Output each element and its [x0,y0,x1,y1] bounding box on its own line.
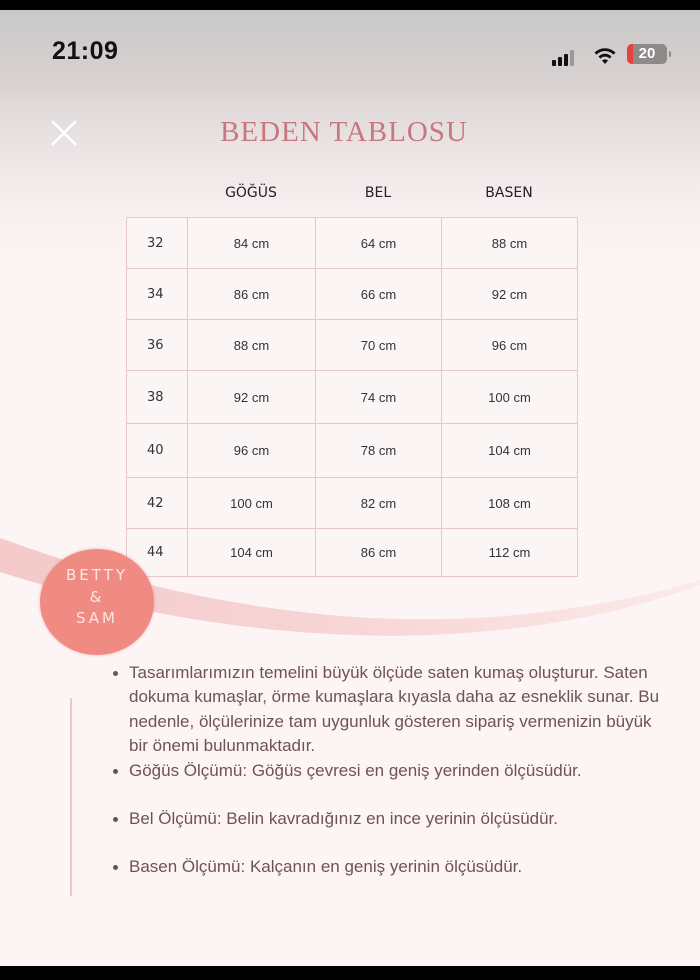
brand-logo [40,549,154,655]
signal-icon [552,50,582,66]
table-row [127,269,578,320]
status-time: 21:09 [52,37,119,65]
column-header-bel: BEL [364,185,392,201]
bel-cell: 66 cm [316,269,442,320]
logo-line-2: & [89,588,105,606]
gogus-cell: 92 cm [188,371,316,424]
gogus-cell: 96 cm [188,424,316,478]
table-row [127,320,578,371]
size-cell: 44 [127,529,188,577]
bullet-icon [113,671,118,676]
note-basen [113,855,673,879]
bullet-icon [113,769,118,774]
bel-cell: 78 cm [316,424,442,478]
table-column-headers [0,185,700,209]
note-text: Basen Ölçümü: Kalçanın en geniş yerinin ölçüsüdür. [129,857,523,877]
basen-cell: 88 cm [442,218,578,269]
size-cell: 36 [127,320,188,371]
bel-cell: 86 cm [316,529,442,577]
bel-cell: 70 cm [316,320,442,371]
battery-tip [669,51,671,57]
note-gogus [113,759,673,783]
table-row [127,478,578,529]
note-text: Tasarımlarımızın temelini büyük ölçüde saten kumaş oluşturur. Saten dokuma kumaşlar, örme kumaşlara kıyasla daha az esneklik sunar. Bu nedenle, ölçülerinize tam uygunluk gösteren sipariş vermenizin büyük bir önemi bulunmaktadır. [129,663,660,756]
gogus-cell: 86 cm [188,269,316,320]
note-text: Bel Ölçümü: Belin kavradığınız en ince yerinin ölçüsüdür. [129,809,559,829]
basen-cell: 100 cm [442,371,578,424]
bel-cell: 64 cm [316,218,442,269]
measurement-notes [113,661,673,880]
column-header-basen: BASEN [485,185,533,201]
gogus-cell: 104 cm [188,529,316,577]
basen-cell: 92 cm [442,269,578,320]
bel-cell: 74 cm [316,371,442,424]
wifi-icon [593,45,617,65]
gogus-cell: 100 cm [188,478,316,529]
basen-cell: 96 cm [442,320,578,371]
basen-cell: 112 cm [442,529,578,577]
bel-cell: 82 cm [316,478,442,529]
bullet-icon [113,817,118,822]
size-cell: 32 [127,218,188,269]
screen-bottom-border [0,966,700,980]
size-table [126,217,578,577]
size-cell: 38 [127,371,188,424]
battery-percentage: 20 [638,45,656,62]
gogus-cell: 88 cm [188,320,316,371]
size-cell: 34 [127,269,188,320]
status-bar [0,10,700,90]
size-chart-page [0,10,700,966]
basen-cell: 108 cm [442,478,578,529]
battery-icon [627,44,667,64]
page-title [0,116,700,149]
logo-line-1: BETTY [66,566,128,584]
page-title-text: BEDEN TABLOSU [220,116,468,148]
note-text: Göğüs Ölçümü: Göğüs çevresi en geniş yerinden ölçüsüdür. [129,760,582,780]
size-cell: 40 [127,424,188,478]
table-row [127,218,578,269]
table-row [127,371,578,424]
table-row [127,424,578,478]
note-bel [113,807,673,831]
logo-line-3: SAM [75,609,118,627]
bullet-icon [113,865,118,870]
basen-cell: 104 cm [442,424,578,478]
column-header-gogus: GÖĞÜS [225,185,277,201]
size-cell: 42 [127,478,188,529]
decorative-vertical-line [70,698,72,896]
screen-top-border [0,0,700,10]
gogus-cell: 84 cm [188,218,316,269]
note-fabric [113,661,673,759]
